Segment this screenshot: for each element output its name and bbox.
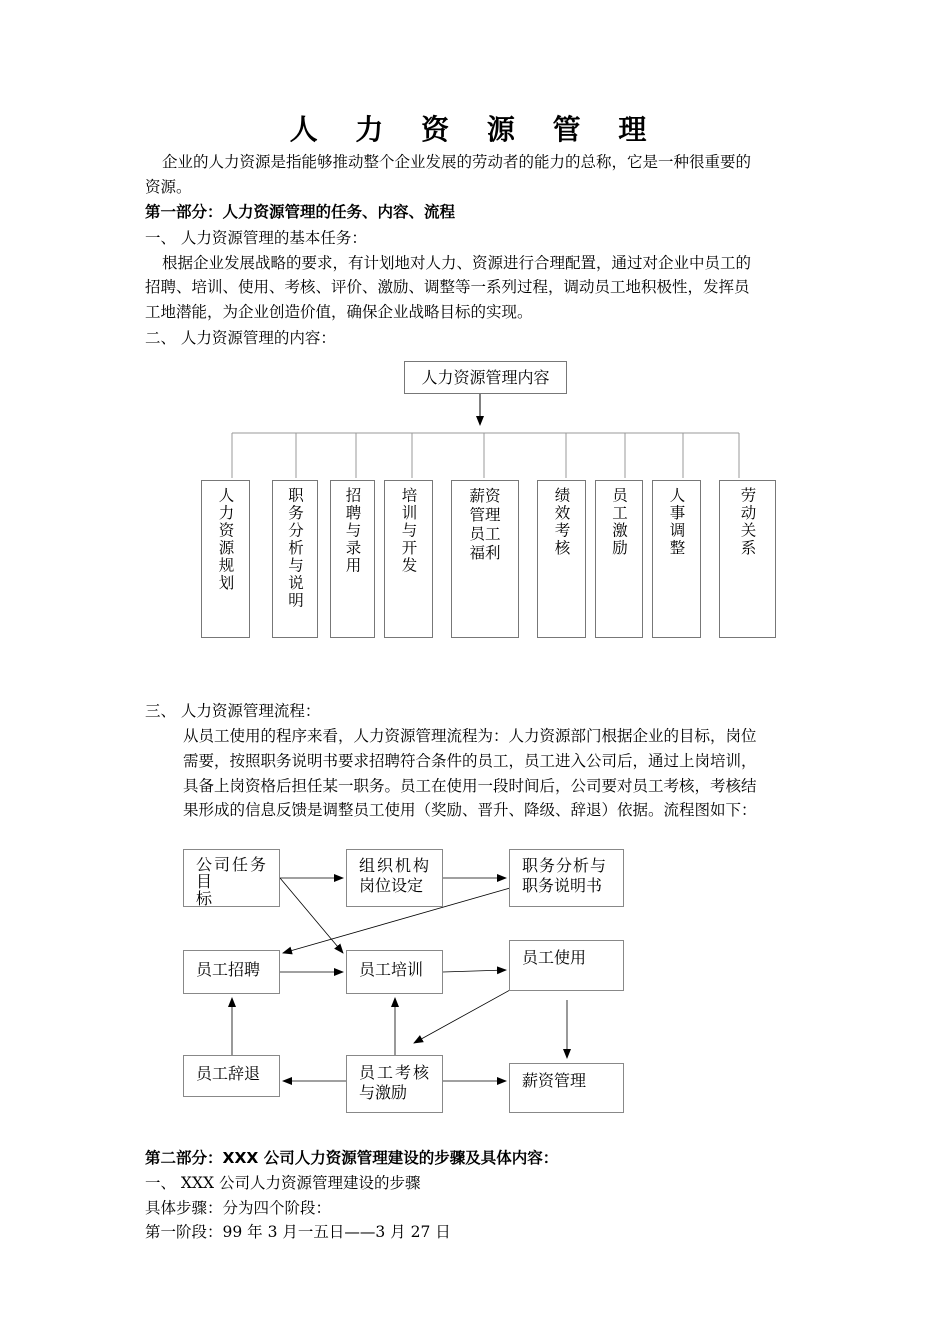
flow-label: 岗位设定 — [359, 876, 424, 895]
section3-line-2: 需要，按照职务说明书要求招聘符合条件的员工，员工进入公司后，通过上岗培训， — [183, 752, 757, 770]
org-item-label: 招聘与录用 — [343, 487, 362, 575]
section3-line-3: 具备上岗资格后担任某一职务。员工在使用一段时间后，公司要对员工考核，考核结 — [183, 777, 757, 795]
section3-line-4: 果形成的信息反馈是调整员工使用（奖励、晋升、降级、辞退）依据。流程图如下： — [183, 801, 757, 819]
flow-label: 组织机构 — [359, 856, 432, 875]
flow-salary — [509, 1063, 624, 1113]
org-item-salary-welfare — [451, 480, 519, 638]
flow-label: 员工培训 — [359, 960, 424, 979]
flow-label: 员工考核 — [359, 1063, 432, 1082]
flow-employee-use — [509, 940, 624, 991]
flow-label: 员工辞退 — [196, 1064, 261, 1083]
flow-label: 公司任务 — [196, 855, 269, 874]
flow-label: 职务分析与 — [522, 856, 608, 875]
org-item-label: 人事调整 — [667, 487, 686, 557]
part1-heading: 第一部分：人力资源管理的任务、内容、流程 — [145, 203, 456, 221]
org-item-job-analysis — [272, 480, 318, 638]
page-title: 人 力 资 源 管 理 — [289, 113, 661, 146]
org-chart-root-label: 人力资源管理内容 — [421, 368, 550, 387]
org-item-recruitment — [330, 480, 375, 638]
org-item-labor-relations — [719, 480, 776, 638]
section2-heading: 二、 人力资源管理的内容： — [145, 329, 336, 347]
section1-heading: 一、 人力资源管理的基本任务： — [145, 229, 367, 247]
org-item-performance — [537, 480, 586, 638]
flow-label: 与激励 — [359, 1083, 408, 1102]
flow-label: 员工招聘 — [196, 960, 261, 979]
flow-org-structure — [346, 849, 443, 907]
flow-job-analysis — [509, 849, 624, 907]
org-item-training — [384, 480, 433, 638]
flow-label: 薪资管理 — [522, 1071, 587, 1090]
org-item-label: 劳动关系 — [738, 487, 757, 557]
section1-line-1: 根据企业发展战略的要求，有计划地对人力、资源进行合理配置，通过对企业中员工的 — [162, 254, 752, 272]
org-item-label: 职务分析与说明 — [286, 487, 304, 610]
org-chart-root — [404, 361, 567, 394]
part2-steps: 具体步骤：分为四个阶段： — [145, 1199, 332, 1217]
org-item-label: 绩效考核 — [552, 487, 571, 557]
org-item-hr-planning — [201, 480, 250, 638]
flow-recruitment — [183, 950, 280, 994]
flow-dismissal — [183, 1055, 280, 1097]
flow-label: 标 — [196, 889, 213, 908]
intro-line-1: 企业的人力资源是指能够推动整个企业发展的劳动者的能力的总称，它是一种很重要的 — [162, 153, 752, 171]
part2-sub1: 一、 XXX 公司人力资源管理建设的步骤 — [145, 1174, 421, 1192]
section3-line-1: 从员工使用的程序来看，人力资源管理流程为：人力资源部门根据企业的目标，岗位 — [183, 727, 757, 745]
org-item-label: 员工激励 — [610, 487, 628, 557]
flow-label: 职务说明书 — [522, 876, 603, 895]
org-item-motivation — [595, 480, 643, 638]
flow-label: 目 — [196, 872, 213, 891]
part2-stage1: 第一阶段：99 年 3 月一五日——3 月 27 日 — [145, 1223, 451, 1241]
flow-label: 员工使用 — [522, 948, 587, 967]
org-item-label: 薪资管理员工福利 — [469, 487, 501, 562]
flow-assessment — [346, 1055, 443, 1113]
org-item-label: 人力资源规划 — [216, 487, 235, 592]
org-item-personnel-adjust — [652, 480, 701, 638]
section1-line-2: 招聘、培训、使用、考核、评价、激励、调整等一系列过程，调动员工地积极性，发挥员 — [145, 278, 750, 296]
flow-company-goal — [183, 849, 280, 907]
org-item-label: 培训与开发 — [399, 487, 418, 575]
section3-heading: 三、 人力资源管理流程： — [145, 702, 321, 720]
part2-heading: 第二部分：XXX 公司人力资源管理建设的步骤及具体内容： — [145, 1149, 559, 1167]
flow-training — [346, 950, 443, 994]
intro-line-2: 资源。 — [145, 178, 192, 196]
section1-line-3: 工地潜能，为企业创造价值，确保企业战略目标的实现。 — [145, 303, 533, 321]
